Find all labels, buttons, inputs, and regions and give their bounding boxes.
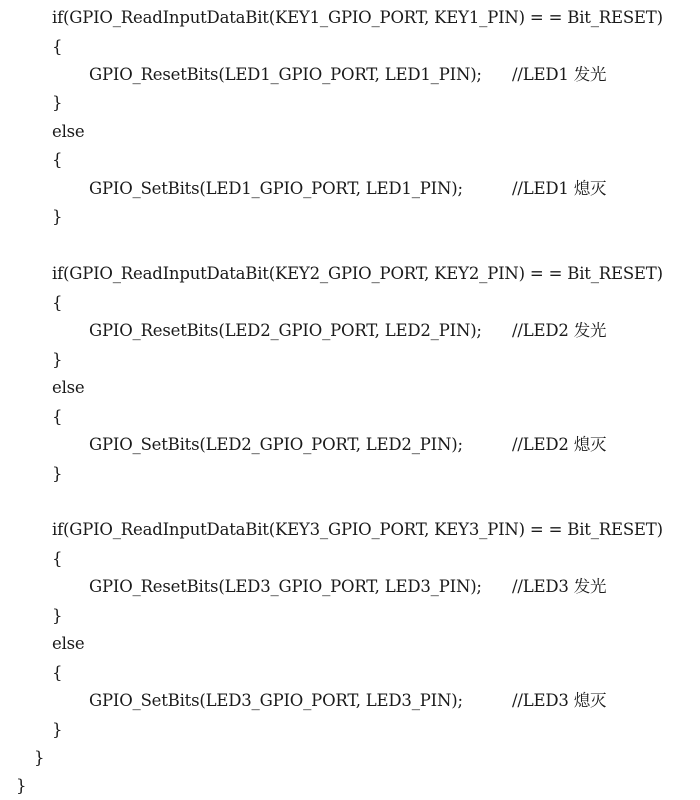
code-text: else bbox=[52, 378, 85, 397]
code-text: GPIO_ResetBits(LED2_GPIO_PORT, LED2_PIN); bbox=[89, 321, 482, 340]
code-line bbox=[89, 431, 649, 459]
code-line bbox=[89, 61, 649, 89]
code-text: { bbox=[52, 663, 63, 682]
code-comment: //LED2 发光 bbox=[512, 321, 607, 340]
code-text: } bbox=[52, 606, 63, 625]
code-text: else bbox=[52, 634, 85, 653]
code-comment: //LED3 熄灭 bbox=[512, 691, 607, 710]
code-text: else bbox=[52, 122, 85, 141]
code-text: { bbox=[52, 293, 63, 312]
code-text: if(GPIO_ReadInputDataBit(KEY1_GPIO_PORT, KEY1_PIN) = = Bit_RESET) bbox=[52, 8, 663, 27]
code-text: } bbox=[52, 350, 63, 369]
code-text: GPIO_SetBits(LED3_GPIO_PORT, LED3_PIN); bbox=[89, 691, 463, 710]
code-text: GPIO_ResetBits(LED3_GPIO_PORT, LED3_PIN); bbox=[89, 577, 482, 596]
code-text: } bbox=[16, 776, 27, 795]
code-line bbox=[89, 573, 649, 601]
code-text: { bbox=[52, 37, 63, 56]
code-comment: //LED2 熄灭 bbox=[512, 435, 607, 454]
code-text: { bbox=[52, 407, 63, 426]
code-comment: //LED1 熄灭 bbox=[512, 179, 607, 198]
code-text: GPIO_ResetBits(LED1_GPIO_PORT, LED1_PIN); bbox=[89, 65, 482, 84]
code-line bbox=[89, 175, 649, 203]
code-text: } bbox=[34, 748, 45, 767]
code-text: } bbox=[52, 93, 63, 112]
code-text: if(GPIO_ReadInputDataBit(KEY2_GPIO_PORT, KEY2_PIN) = = Bit_RESET) bbox=[52, 264, 663, 283]
code-text: } bbox=[52, 720, 63, 739]
code-text: } bbox=[52, 207, 63, 226]
code-text: GPIO_SetBits(LED1_GPIO_PORT, LED1_PIN); bbox=[89, 179, 463, 198]
code-line bbox=[89, 317, 649, 345]
code-text: } bbox=[52, 464, 63, 483]
code-text: GPIO_SetBits(LED2_GPIO_PORT, LED2_PIN); bbox=[89, 435, 463, 454]
code-text: if(GPIO_ReadInputDataBit(KEY3_GPIO_PORT, KEY3_PIN) = = Bit_RESET) bbox=[52, 520, 663, 539]
code-text: { bbox=[52, 549, 63, 568]
code-line bbox=[89, 687, 649, 715]
code-comment: //LED1 发光 bbox=[512, 65, 607, 84]
code-text: { bbox=[52, 150, 63, 169]
code-comment: //LED3 发光 bbox=[512, 577, 607, 596]
